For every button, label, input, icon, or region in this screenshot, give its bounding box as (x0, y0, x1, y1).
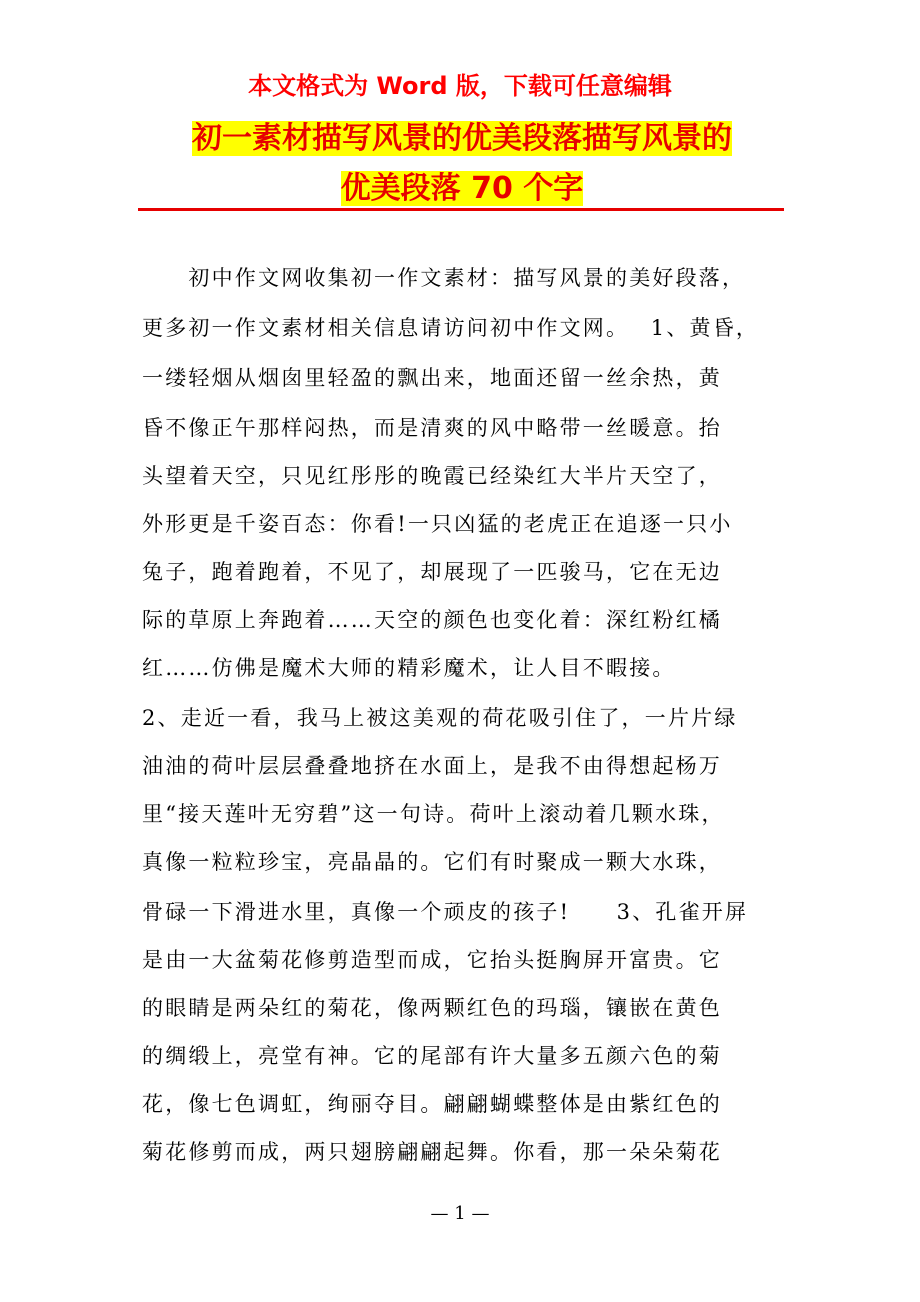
body-line: 一缕轻烟从烟囱里轻盈的飘出来，地面还留一丝余热，黄 (142, 366, 722, 390)
title-line-2: 优美段落 70 个字 (340, 171, 584, 206)
body-line: 油油的荷叶层层叠叠地挤在水面上，是我不由得想起杨万 (142, 754, 722, 778)
body-line: 外形更是千姿百态：你看!一只凶猛的老虎正在追逐一只小 (142, 512, 733, 536)
body-line: 初中作文网收集初一作文素材：描写风景的美好段落， (142, 266, 746, 290)
body-line: 花，像七色调虹，绚丽夺目。翩翩蝴蝶整体是由紫红色的 (142, 1092, 722, 1116)
page-number: — 1 — (430, 1203, 490, 1224)
body-line: 更多初一作文素材相关信息请访问初中作文网。 1、黄昏， (142, 316, 760, 340)
body-line: 里“接天莲叶无穷碧”这一句诗。荷叶上滚动着几颗水珠， (142, 802, 725, 826)
body-line: 的眼睛是两朵红的菊花，像两颗红色的玛瑙，镶嵌在黄色 (142, 996, 722, 1020)
body-line: 菊花修剪而成，两只翅膀翩翩起舞。你看，那一朵朵菊花 (142, 1140, 722, 1164)
body-line: 红……仿佛是魔术大师的精彩魔术，让人目不暇接。 (142, 656, 676, 680)
body-line: 的绸缎上，亮堂有神。它的尾部有许大量多五颜六色的菊 (142, 1044, 722, 1068)
body-line: 是由一大盆菊花修剪造型而成，它抬头挺胸屏开富贵。它 (142, 948, 722, 972)
body-line: 际的草原上奔跑着……天空的颜色也变化着：深红粉红橘 (142, 608, 722, 632)
body-line: 兔子，跑着跑着，不见了，却展现了一匹骏马，它在无边 (142, 560, 722, 584)
title-line-1: 初一素材描写风景的优美段落描写风景的 (192, 121, 732, 156)
body-line: 骨碌一下滑进水里，真像一个顽皮的孩子! 3、孔雀开屏 (142, 900, 749, 924)
body-line: 昏不像正午那样闷热，而是清爽的风中略带一丝暖意。抬 (142, 416, 722, 440)
format-notice: 本文格式为 Word 版，下载可任意编辑 (248, 72, 672, 100)
body-line: 头望着天空，只见红彤彤的晚霞已经染红大半片天空了， (142, 464, 722, 488)
body-line: 2、走近一看，我马上被这美观的荷花吸引住了，一片片绿 (142, 706, 738, 730)
body-line: 真像一粒粒珍宝，亮晶晶的。它们有时聚成一颗大水珠， (142, 850, 722, 874)
